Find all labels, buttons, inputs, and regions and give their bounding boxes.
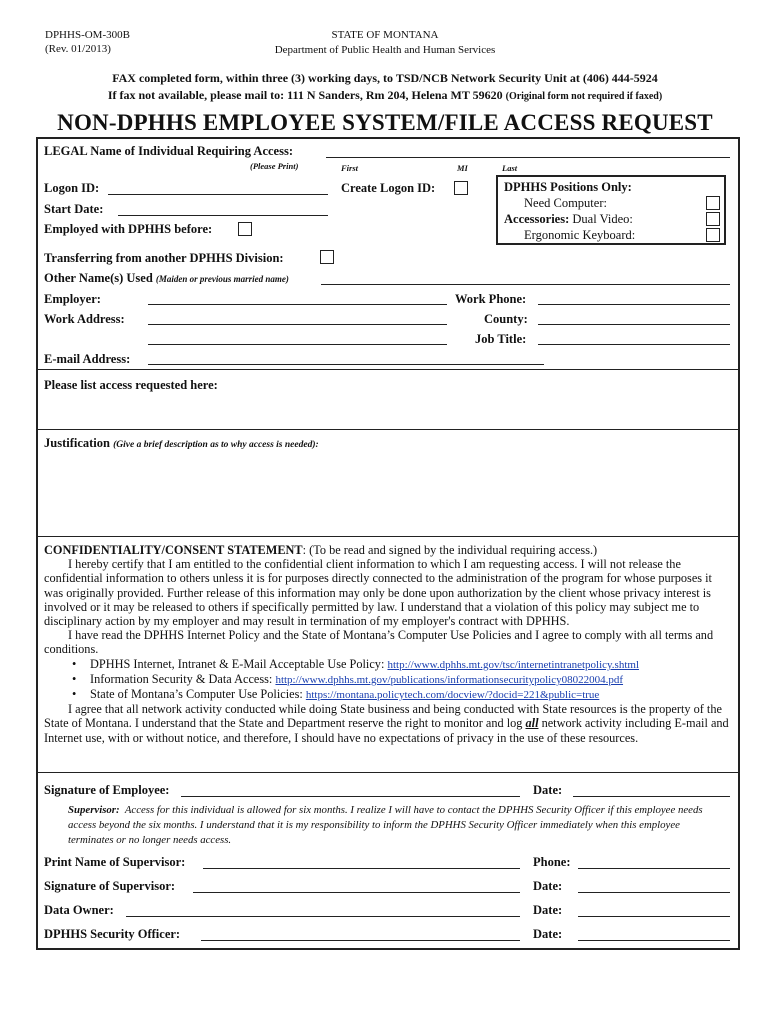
employee-date-field[interactable]: [573, 796, 730, 797]
other-names-text: Other Name(s) Used: [44, 271, 153, 285]
work-address-label: Work Address:: [44, 312, 125, 326]
ergonomic-keyboard-label: Ergonomic Keyboard:: [524, 228, 636, 242]
policy-item: [72, 672, 734, 687]
policy-item: [72, 687, 734, 702]
data-owner-label: Data Owner:: [44, 903, 114, 917]
data-owner-date-field[interactable]: [578, 916, 730, 917]
mail-address: If fax not available, please mail to: 111 N Sanders, Rm 204, Helena MT 59620: [107, 88, 503, 102]
start-date-field[interactable]: [118, 215, 328, 216]
security-officer-date-label: Date:: [533, 927, 563, 941]
policy-item: [72, 657, 734, 672]
confidentiality-p3-b: network activity including E-mail and Internet use, with or without notice, and therefore, I should have no expectations of privacy in the use of these resources.: [44, 716, 729, 745]
logon-id-label: Logon ID:: [44, 181, 100, 195]
positions-title: DPHHS Positions Only:: [504, 180, 632, 194]
policy-item-text: State of Montana’s Computer Use Policies:: [90, 687, 303, 702]
print-supervisor-label: Print Name of Supervisor:: [44, 855, 186, 869]
supervisor-note: [68, 803, 718, 848]
transferring-checkbox[interactable]: [320, 250, 334, 264]
employer-label: Employer:: [44, 292, 101, 306]
transferring-label: Transferring from another DPHHS Division:: [44, 251, 284, 265]
security-officer-label: DPHHS Security Officer:: [44, 927, 181, 941]
policy-link[interactable]: http://www.dphhs.mt.gov/tsc/internetintranetpolicy.shtml: [387, 658, 639, 671]
access-label: Please list access requested here:: [44, 378, 218, 392]
confidentiality-p3-a: I agree that all network activity conducted while doing State business and being conducted with State resources is the property of the State of Montana. I understand that the State and Department reserve the right to monitor and log: [44, 702, 722, 731]
state-name: STATE OF MONTANA: [331, 29, 439, 41]
page-title: NON-DPHHS EMPLOYEE SYSTEM/FILE ACCESS REQUEST: [57, 110, 713, 135]
employer-field[interactable]: [148, 304, 447, 305]
policy-link[interactable]: https://montana.policytech.com/docview/?docid=221&public=true: [305, 689, 600, 702]
fax-line-1: FAX completed form, within three (3) working days, to TSD/NCB Network Security Unit at (406) 444-5924: [112, 71, 658, 85]
need-computer-row: [504, 195, 718, 211]
department-name: Department of Public Health and Human Services: [274, 44, 496, 56]
fax-line-2: [40, 87, 730, 105]
security-officer-date-field[interactable]: [578, 940, 730, 941]
confidentiality-heading-rest: : (To be read and signed by the individual requiring access.): [302, 543, 598, 557]
personal-info-section: [38, 139, 738, 370]
other-names-label: [44, 271, 289, 286]
dual-video-checkbox[interactable]: [706, 212, 720, 226]
job-title-label: Job Title:: [475, 332, 527, 346]
confidentiality-p1: I hereby certify that I am entitled to the confidential client information to which I am requesting access. I will not release the confidential information to others unless it is for purposes directly connected to the administration of the program for whose purposes it was originally provided. Further release of this information may only be done upon authorization by the client whose privacy interest is involved or it may be released to others if specifically permitted by law. I understand that a violation of this policy may subject me to disciplinary action by my employer and may result in termination of my employer's contract with DPHHS.: [44, 557, 712, 629]
confidentiality-p3-all: all: [525, 716, 539, 731]
please-print-note: (Please Print): [250, 161, 299, 171]
supervisor-signature-label: Signature of Supervisor:: [44, 879, 176, 893]
form-header-center: [250, 28, 520, 58]
employee-signature-field[interactable]: [181, 796, 520, 797]
form-header-left: [45, 28, 130, 56]
logon-id-field[interactable]: [108, 194, 328, 195]
work-phone-field[interactable]: [538, 304, 730, 305]
policy-item-text: DPHHS Internet, Intranet & E-Mail Acceptable Use Policy:: [90, 656, 385, 671]
print-supervisor-field[interactable]: [203, 868, 520, 869]
other-names-note: (Maiden or previous married name): [155, 274, 289, 284]
employee-date-label: Date:: [533, 783, 563, 797]
employed-before-checkbox[interactable]: [238, 222, 252, 236]
create-logon-id-label: Create Logon ID:: [341, 181, 436, 195]
start-date-label: Start Date:: [44, 202, 104, 216]
data-owner-field[interactable]: [126, 916, 520, 917]
confidentiality-heading: CONFIDENTIALITY/CONSENT STATEMENT: [44, 543, 303, 557]
other-names-field[interactable]: [321, 284, 730, 285]
work-address-field-1[interactable]: [148, 324, 447, 325]
dual-video-label: Dual Video:: [572, 212, 633, 226]
form-id: DPHHS-OM-300B: [45, 29, 130, 41]
dphhs-positions-box: [496, 175, 726, 245]
confidentiality-text: [44, 543, 734, 745]
accessories-row: [504, 211, 718, 227]
supervisor-note-label: Supervisor:: [68, 804, 120, 816]
confidentiality-p3: [44, 702, 734, 745]
employee-signature-label: Signature of Employee:: [44, 783, 170, 797]
employed-before-label: Employed with DPHHS before:: [44, 222, 213, 236]
email-label: E-mail Address:: [44, 352, 131, 366]
policy-item-text: Information Security & Data Access:: [90, 671, 273, 686]
work-address-field-2[interactable]: [148, 344, 447, 345]
accessories-label: Accessories:: [504, 212, 570, 226]
first-name-caption: First: [341, 163, 359, 173]
data-owner-date-label: Date:: [533, 903, 563, 917]
ergonomic-keyboard-checkbox[interactable]: [706, 228, 720, 242]
legal-name-field[interactable]: [326, 157, 730, 158]
supervisor-phone-field[interactable]: [578, 868, 730, 869]
security-officer-field[interactable]: [201, 940, 520, 941]
work-phone-label: Work Phone:: [455, 292, 527, 306]
county-field[interactable]: [538, 324, 730, 325]
justification-title: Justification: [44, 436, 110, 450]
justification-label: [44, 436, 319, 451]
form-revision: (Rev. 01/2013): [45, 43, 111, 55]
supervisor-note-text: Access for this individual is allowed for six months. I realize I will have to contact the DPHHS Security Officer if this employee needs access beyond the six months. I understand that it is my responsibility to inform the DPHHS Security Officer immediately when this employee terminates or no longer needs access.: [68, 804, 703, 846]
policy-list: [44, 657, 734, 703]
fax-instructions: [40, 70, 730, 105]
supervisor-signature-field[interactable]: [193, 892, 520, 893]
access-section[interactable]: [38, 370, 738, 430]
middle-initial-caption: MI: [457, 163, 468, 173]
policy-link[interactable]: http://www.dphhs.mt.gov/publications/informationsecuritypolicy08022004.pdf: [275, 673, 624, 686]
legal-name-label: LEGAL Name of Individual Requiring Access:: [44, 144, 293, 158]
supervisor-date-label: Date:: [533, 879, 563, 893]
justification-section[interactable]: [38, 430, 738, 537]
need-computer-label: Need Computer:: [524, 196, 607, 210]
email-field[interactable]: [148, 364, 544, 365]
original-note: (Original form not required if faxed): [505, 91, 663, 102]
job-title-field[interactable]: [538, 344, 730, 345]
form-frame: [36, 137, 740, 950]
supervisor-phone-label: Phone:: [533, 855, 571, 869]
create-logon-id-checkbox[interactable]: [454, 181, 468, 195]
ergonomic-row: [504, 227, 718, 243]
last-name-caption: Last: [502, 163, 518, 173]
county-label: County:: [484, 312, 528, 326]
need-computer-checkbox[interactable]: [706, 196, 720, 210]
confidentiality-p2: I have read the DPHHS Internet Policy and the State of Montana’s Computer Use Policies and I agree to comply with all terms and conditions.: [44, 628, 714, 657]
justification-note: (Give a brief description as to why access is needed):: [113, 440, 319, 450]
supervisor-date-field[interactable]: [578, 892, 730, 893]
